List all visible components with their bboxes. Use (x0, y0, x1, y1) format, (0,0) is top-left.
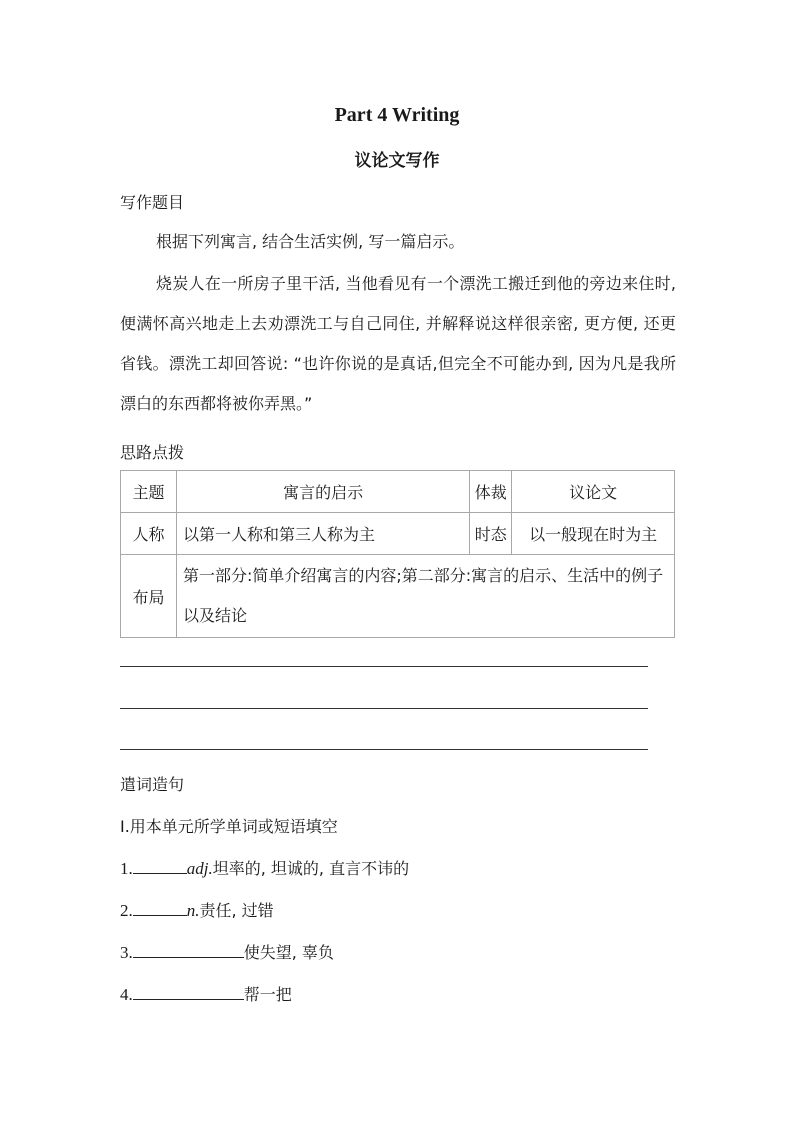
fill-blank[interactable] (133, 901, 187, 916)
item-meaning: 坦率的, 坦诚的, 直言不讳的 (212, 859, 410, 878)
page-subtitle: 议论文写作 (354, 151, 440, 171)
genre-value: 议论文 (512, 471, 675, 513)
item-meaning: 使失望, 辜负 (243, 943, 334, 962)
item-number: 1. (120, 859, 133, 878)
answer-line[interactable] (120, 749, 648, 750)
vocab-heading: 遣词造句 (120, 775, 185, 794)
tense-label: 时态 (470, 513, 512, 555)
item-meaning: 帮一把 (243, 985, 292, 1004)
layout-label: 布局 (121, 555, 177, 638)
vocab-item-4 (120, 982, 292, 1005)
person-value: 以第一人称和第三人称为主 (176, 513, 469, 555)
task-instruction: 根据下列寓言, 结合生活实例, 写一篇启示。 (156, 232, 465, 251)
item-meaning: 责任, 过错 (199, 901, 274, 920)
theme-label: 主题 (121, 471, 177, 513)
vocab-item-2 (120, 898, 274, 921)
item-number: 4. (120, 985, 133, 1004)
table-row (121, 471, 675, 513)
vocab-item-3 (120, 940, 334, 963)
person-label: 人称 (121, 513, 177, 555)
guide-table (120, 470, 675, 638)
item-number: 3. (120, 943, 133, 962)
part-of-speech: n. (186, 901, 200, 920)
answer-line[interactable] (120, 708, 648, 709)
tense-value: 以一般现在时为主 (512, 513, 675, 555)
item-number: 2. (120, 901, 133, 920)
page-title: Part 4 Writing (334, 104, 460, 126)
vocab-item-1 (120, 856, 409, 879)
fable-text: 烧炭人在一所房子里干活, 当他看见有一个漂洗工搬迁到他的旁边来住时, 便满怀高兴地走上去劝漂洗工与自己同住, 并解释说这样很亲密, 更方便, 还更省钱。漂洗工却回答说: “也许你说的是真话,但完全不可能办到, 因为凡是我所漂白的东西都将被你弄黑。” (120, 274, 676, 413)
layout-value: 第一部分:简单介绍寓言的内容;第二部分:寓言的启示、生活中的例子以及结论 (176, 555, 674, 638)
fill-blank[interactable] (133, 985, 244, 1000)
fill-blank[interactable] (133, 859, 187, 874)
part-of-speech: adj. (186, 859, 213, 878)
guide-heading: 思路点拨 (120, 443, 185, 462)
theme-value: 寓言的启示 (176, 471, 469, 513)
task-heading: 写作题目 (120, 193, 185, 212)
table-row (121, 555, 675, 638)
table-row (121, 513, 675, 555)
answer-line[interactable] (120, 666, 648, 667)
genre-label: 体裁 (470, 471, 512, 513)
vocab-part1-heading: Ⅰ.用本单元所学单词或短语填空 (120, 817, 338, 836)
fill-blank[interactable] (133, 943, 244, 958)
